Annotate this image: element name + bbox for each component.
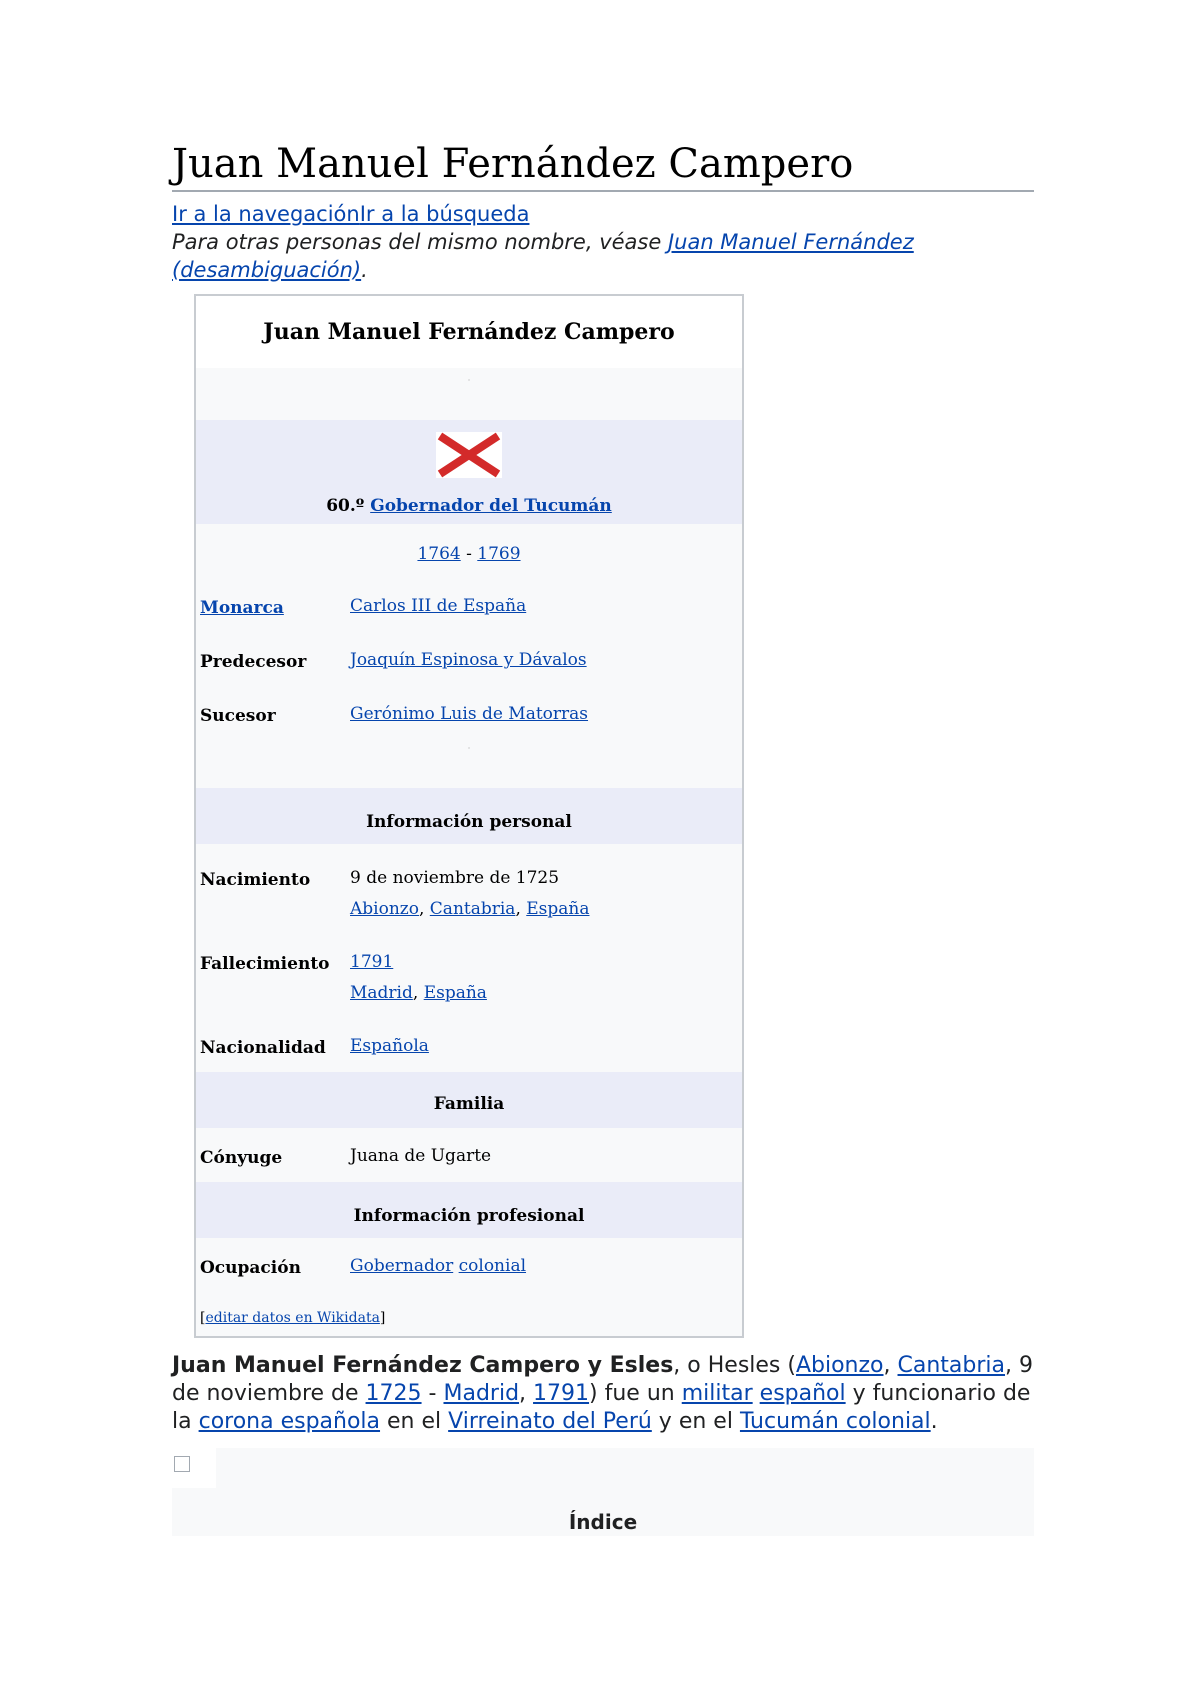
comma: , (412, 983, 424, 1003)
family-header: Familia (196, 1072, 742, 1128)
hatnote-text: Para otras personas del mismo nombre, véase (172, 230, 668, 254)
office-ordinal: 60.º (326, 496, 371, 516)
comma: , (515, 899, 527, 919)
occupation-label: Ocupación (200, 1258, 301, 1278)
term-start-link[interactable]: 1764 (417, 544, 461, 564)
birth-place-town-link[interactable]: Abionzo (350, 899, 419, 919)
death-year-link[interactable]: 1791 (350, 952, 394, 972)
bracket-close: ] (379, 1310, 386, 1326)
birth-place-country-link[interactable]: España (526, 899, 590, 919)
hatnote-period: . (361, 258, 368, 282)
death-place-country-link[interactable]: España (423, 983, 487, 1003)
spouse-label: Cónyuge (200, 1148, 283, 1168)
cross-of-burgundy-flag-icon (436, 432, 502, 478)
lead-text: , (883, 1353, 898, 1378)
lead-text: , o Hesles ( (673, 1353, 796, 1378)
birth-place (350, 899, 590, 919)
lead-text: en el (380, 1409, 449, 1434)
lead-link-virreinato-del-peru[interactable]: Virreinato del Perú (448, 1409, 652, 1434)
predecessor-label: Predecesor (200, 652, 307, 672)
wikidata-edit (200, 1310, 385, 1326)
lead-link-1791[interactable]: 1791 (533, 1381, 590, 1406)
lead-link-espanol[interactable]: español (759, 1381, 846, 1406)
death-place (350, 983, 487, 1003)
lead-text: y funcionario de la (172, 1381, 1031, 1434)
birth-place-region-link[interactable]: Cantabria (429, 899, 516, 919)
lead-link-abionzo[interactable]: Abionzo (795, 1353, 884, 1378)
personal-info-header: Información personal (196, 788, 742, 844)
lead-text: y en el (651, 1409, 740, 1434)
birth-label: Nacimiento (200, 870, 311, 890)
death-place-city-link[interactable]: Madrid (350, 983, 413, 1003)
lead-text: . (930, 1409, 938, 1434)
jump-to-navigation-link[interactable]: Ir a la navegación (172, 202, 360, 226)
jump-to-search-link[interactable]: Ir a la búsqueda (359, 202, 530, 226)
monarch-value-link[interactable]: Carlos III de España (350, 596, 527, 616)
office-title (196, 496, 742, 516)
spouse-value: Juana de Ugarte (350, 1146, 492, 1166)
predecessor-link[interactable]: Joaquín Espinosa y Dávalos (350, 650, 587, 670)
lead-text: , 9 de noviembre de (172, 1353, 1033, 1406)
nationality-label: Nacionalidad (200, 1038, 326, 1058)
successor-link[interactable]: Gerónimo Luis de Matorras (350, 704, 589, 724)
lead-link-corona-espanola[interactable]: corona española (198, 1409, 381, 1434)
term-separator: - (460, 544, 478, 564)
successor-label: Sucesor (200, 706, 276, 726)
infobox-separator-dot: · (467, 744, 471, 753)
lead-link-madrid[interactable]: Madrid (443, 1381, 520, 1406)
lead-text: - (421, 1381, 444, 1406)
toc-title: Índice (568, 1510, 638, 1534)
edit-wikidata-link[interactable]: editar datos en Wikidata (205, 1310, 380, 1326)
jump-links (172, 200, 529, 228)
infobox-title: Juan Manuel Fernández Campero (196, 296, 742, 368)
occupation-colonial-link[interactable]: colonial (458, 1256, 527, 1276)
lead-paragraph (172, 1352, 1034, 1436)
lead-link-1725[interactable]: 1725 (365, 1381, 422, 1406)
infobox (194, 294, 744, 1338)
occupation-governor-link[interactable]: Gobernador (350, 1256, 454, 1276)
office-link[interactable]: Gobernador del Tucumán (370, 496, 612, 516)
professional-info-header: Información profesional (196, 1182, 742, 1238)
hatnote (172, 228, 1034, 284)
disambiguation-link[interactable]: Juan Manuel Fernández (desambiguación) (172, 230, 914, 282)
nationality-link[interactable]: Española (350, 1036, 429, 1056)
lead-text: ) fue un (589, 1381, 682, 1406)
lead-link-cantabria[interactable]: Cantabria (897, 1353, 1006, 1378)
office-band (196, 420, 742, 524)
table-of-contents (172, 1448, 1034, 1536)
lead-link-militar[interactable]: militar (681, 1381, 753, 1406)
term-end-link[interactable]: 1769 (477, 544, 521, 564)
lead-text: , (519, 1381, 534, 1406)
lead-link-tucuman-colonial[interactable]: Tucumán colonial (739, 1409, 931, 1434)
monarch-label-link[interactable]: Monarca (200, 598, 284, 618)
page-title: Juan Manuel Fernández Campero (172, 140, 1034, 192)
occupation-value (350, 1256, 526, 1276)
term-dates (196, 544, 742, 564)
toc-toggle-checkbox[interactable] (174, 1456, 190, 1472)
death-label: Fallecimiento (200, 954, 330, 974)
lead-text (753, 1381, 760, 1406)
lead-bold-name: Juan Manuel Fernández Campero y Esles (172, 1353, 674, 1378)
bracket-open: [ (200, 1310, 206, 1326)
birth-date: 9 de noviembre de 1725 (350, 868, 560, 888)
infobox-image-placeholder: · (467, 376, 471, 385)
comma: , (418, 899, 430, 919)
